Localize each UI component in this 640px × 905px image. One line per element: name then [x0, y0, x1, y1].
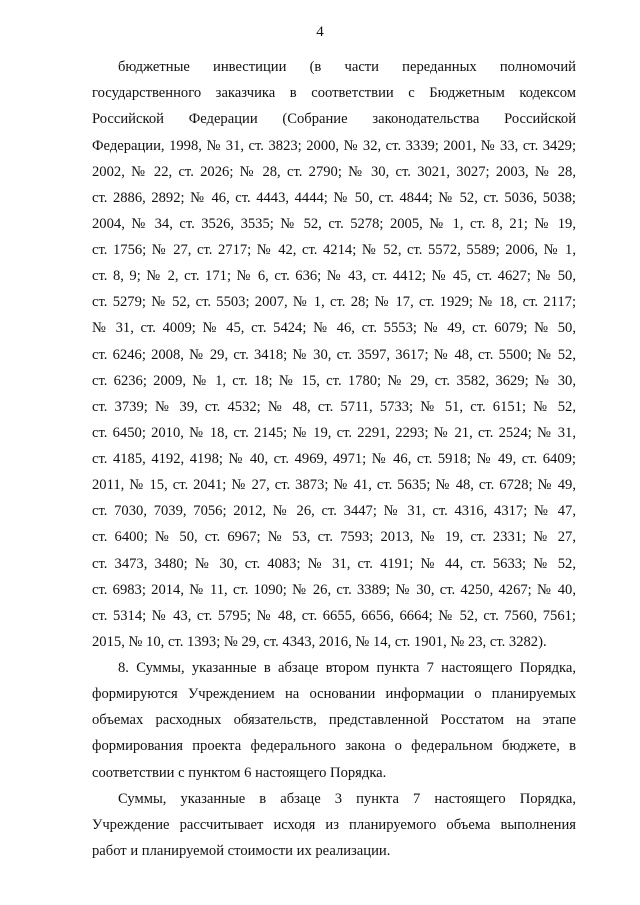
text-line: 8. Суммы, указанные в абзаце втором пункта 7 настоящего Порядка,	[118, 660, 576, 676]
text-line: ст. 6983; 2014, № 11, ст. 1090; № 26, ст. 3389; № 30, ст. 4250, 4267; № 40,	[92, 582, 576, 598]
text-line: ст. 3473, 3480; № 30, ст. 4083; № 31, ст. 4191; № 44, ст. 5633; № 52,	[92, 556, 576, 572]
text-line: объемах расходных обязательств, представленной Росстатом на этапе	[92, 712, 576, 728]
text-line: ст. 7030, 7039, 7056; 2012, № 26, ст. 3447; № 31, ст. 4316, 4317; № 47,	[92, 503, 576, 519]
text-line: ст. 1756; № 27, ст. 2717; № 42, ст. 4214; № 52, ст. 5572, 5589; 2006, № 1,	[92, 242, 576, 258]
text-line: ст. 5279; № 52, ст. 5503; 2007, № 1, ст. 28; № 17, ст. 1929; № 18, ст. 2117;	[92, 294, 576, 310]
text-line: формируются Учреждением на основании информации о планируемых	[92, 686, 576, 702]
text-line: ст. 3739; № 39, ст. 4532; № 48, ст. 5711, 5733; № 51, ст. 6151; № 52,	[92, 399, 576, 415]
text-line: Суммы, указанные в абзаце 3 пункта 7 настоящего Порядка,	[118, 791, 576, 807]
text-line: ст. 8, 9; № 2, ст. 171; № 6, ст. 636; № 43, ст. 4412; № 45, ст. 4627; № 50,	[92, 268, 576, 284]
text-line: ст. 2886, 2892; № 46, ст. 4443, 4444; № 50, ст. 4844; № 52, ст. 5036, 5038;	[92, 190, 576, 206]
text-line: соответствии с пунктом 6 настоящего Порядка.	[92, 765, 387, 781]
text-line: № 31, ст. 4009; № 45, ст. 5424; № 46, ст. 5553; № 49, ст. 6079; № 50,	[92, 320, 576, 336]
text-line: ст. 5314; № 43, ст. 5795; № 48, ст. 6655, 6656, 6664; № 52, ст. 7560, 7561;	[92, 608, 576, 624]
text-line: бюджетные инвестиции (в части переданных полномочий	[118, 59, 576, 75]
text-line: Российской Федерации (Собрание законодательства Российской	[92, 111, 576, 127]
text-line: ст. 4185, 4192, 4198; № 40, ст. 4969, 4971; № 46, ст. 5918; № 49, ст. 6409;	[92, 451, 576, 467]
text-line: 2015, № 10, ст. 1393; № 29, ст. 4343, 2016, № 14, ст. 1901, № 23, ст. 3282).	[92, 634, 547, 650]
text-line: ст. 6236; 2009, № 1, ст. 18; № 15, ст. 1780; № 29, ст. 3582, 3629; № 30,	[92, 373, 576, 389]
text-line: 2002, № 22, ст. 2026; № 28, ст. 2790; № 30, ст. 3021, 3027; 2003, № 28,	[92, 164, 576, 180]
text-line: ст. 6450; 2010, № 18, ст. 2145; № 19, ст. 2291, 2293; № 21, ст. 2524; № 31,	[92, 425, 576, 441]
page-number: 4	[316, 24, 324, 40]
text-line: ст. 6246; 2008, № 29, ст. 3418; № 30, ст. 3597, 3617; № 48, ст. 5500; № 52,	[92, 347, 576, 363]
text-line: работ и планируемой стоимости их реализации.	[92, 843, 391, 859]
text-line: 2004, № 34, ст. 3526, 3535; № 52, ст. 5278; 2005, № 1, ст. 8, 21; № 19,	[92, 216, 576, 232]
text-line: Федерации, 1998, № 31, ст. 3823; 2000, № 32, ст. 3339; 2001, № 33, ст. 3429;	[92, 138, 576, 154]
text-line: ст. 6400; № 50, ст. 6967; № 53, ст. 7593; 2013, № 19, ст. 2331; № 27,	[92, 529, 576, 545]
text-line: формирования проекта федерального закона о федеральном бюджете, в	[92, 738, 576, 754]
text-line: 2011, № 15, ст. 2041; № 27, ст. 3873; № 41, ст. 5635; № 48, ст. 6728; № 49,	[92, 477, 576, 493]
text-line: Учреждение рассчитывает исходя из планируемого объема выполнения	[92, 817, 576, 833]
text-line: государственного заказчика в соответствии с Бюджетным кодексом	[92, 85, 576, 101]
